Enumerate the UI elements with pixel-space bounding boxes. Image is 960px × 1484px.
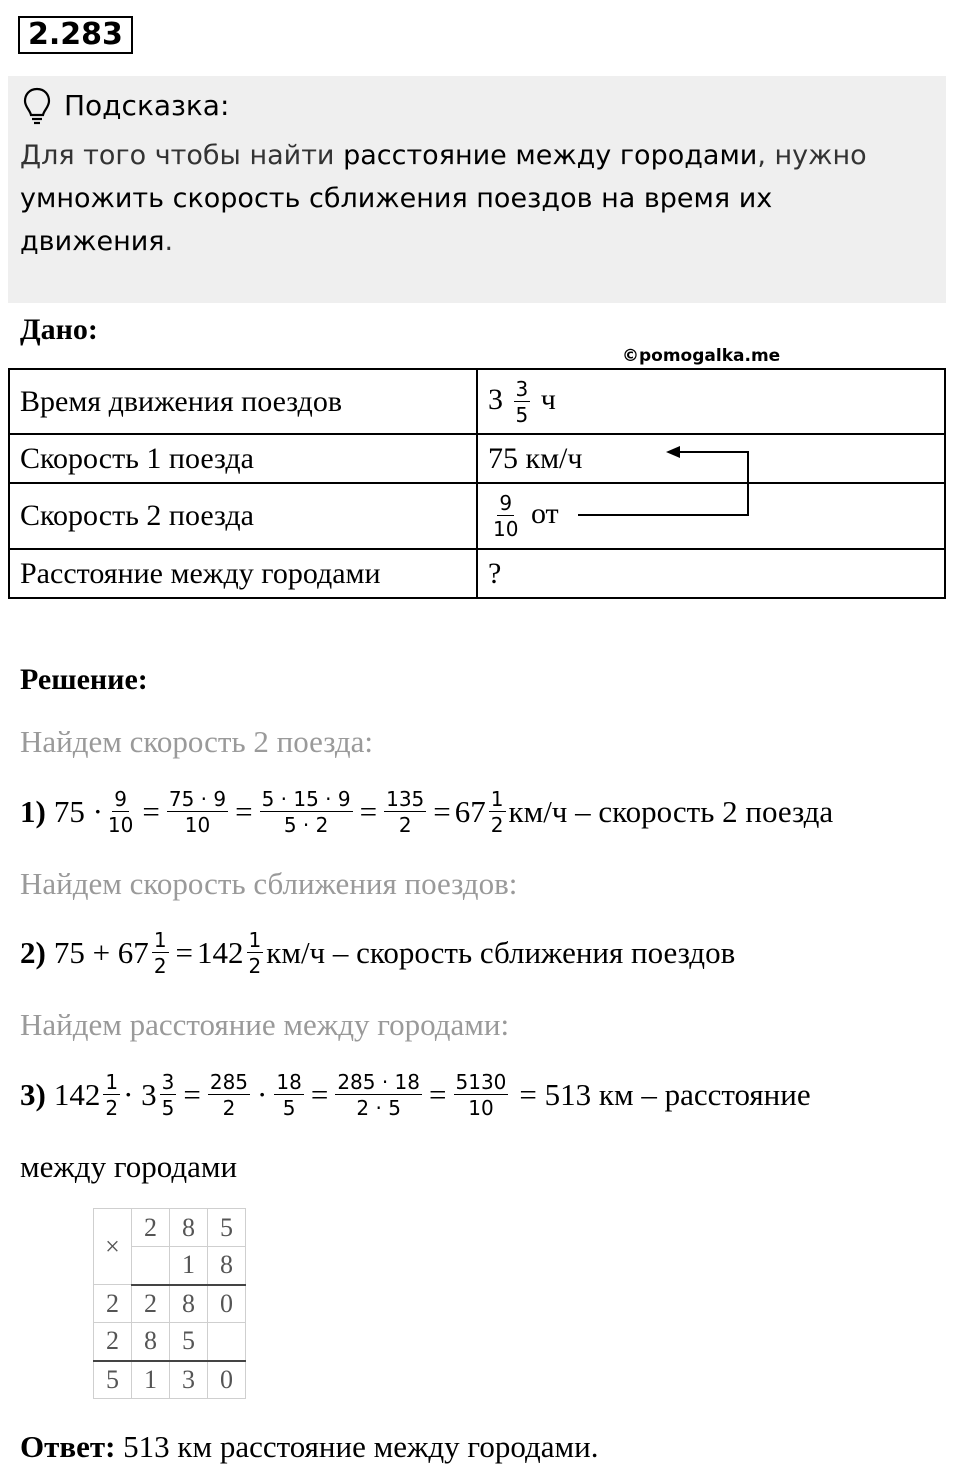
- digit-cell: 0: [208, 1361, 246, 1399]
- given-name: Расстояние между городами: [9, 549, 477, 598]
- given-name: Скорость 1 поезда: [9, 434, 477, 483]
- table-row: [9, 549, 945, 598]
- hint-title: Подсказка:: [64, 89, 230, 122]
- table-row: [94, 1361, 246, 1399]
- step-2-calculation: 2) 75 + 67 $\frac{1}{2}$ = 142 $\frac{1}{2}$ км/ч – скорость сближения поездов: [20, 928, 736, 978]
- given-label: Дано:: [20, 313, 98, 346]
- digit-cell: 2: [132, 1209, 170, 1247]
- given-value: 3 $\frac{3}{5}$ ч: [477, 369, 945, 434]
- digit-cell: 2: [94, 1285, 132, 1323]
- given-table: [8, 368, 946, 599]
- step-3-calculation: 3) 142 $\frac{1}{2}$ · 3 $\frac{3}{5}$ = $\frac{285}{2}$ · $\frac{18}{5}$ = $\frac{285 \cdot 18}{2 \cdot 5}$ = $\frac{5130}{10}$ = 513 км – расстояние: [20, 1070, 811, 1120]
- solution-label: Решение:: [20, 663, 148, 696]
- given-value: 75 км/ч: [477, 434, 945, 483]
- digit-cell: 5: [94, 1361, 132, 1399]
- step-caption: Найдем скорость сближения поездов:: [20, 866, 518, 901]
- digit-cell: 8: [170, 1285, 208, 1323]
- digit-cell: 8: [132, 1323, 170, 1361]
- step-3-continuation: между городами: [20, 1149, 238, 1184]
- watermark: ©pomogalka.me: [622, 346, 781, 366]
- digit-cell: 8: [208, 1247, 246, 1285]
- digit-cell: 1: [170, 1247, 208, 1285]
- given-name: Время движения поездов: [9, 369, 477, 434]
- digit-cell: 0: [208, 1285, 246, 1323]
- table-row: [9, 434, 945, 483]
- table-row: [94, 1209, 246, 1247]
- given-name: Скорость 2 поезда: [9, 483, 477, 549]
- answer-label: Ответ:: [20, 1429, 116, 1464]
- multiply-sign: ×: [94, 1209, 132, 1285]
- digit-cell: 2: [132, 1285, 170, 1323]
- given-value: ?: [477, 549, 945, 598]
- digit-cell: 5: [208, 1209, 246, 1247]
- digit-cell: [132, 1247, 170, 1285]
- digit-cell: 2: [94, 1323, 132, 1361]
- given-value: $\frac{9}{10}$ от: [477, 483, 945, 549]
- digit-cell: 5: [170, 1323, 208, 1361]
- fraction: $\frac{9}{10}$: [493, 491, 519, 541]
- column-multiplication: [93, 1208, 246, 1399]
- step-caption: Найдем скорость 2 поезда:: [20, 724, 374, 759]
- task-number: 2.283: [18, 16, 133, 54]
- answer-text: 513 км расстояние между городами.: [115, 1429, 599, 1464]
- fraction: $\frac{3}{5}$: [515, 376, 529, 427]
- hint-text: Для того чтобы найти расстояние между городами, нужно умножить скорость сближения поездов на время их движения.: [20, 140, 867, 257]
- digit-cell: 3: [170, 1361, 208, 1399]
- table-row: [9, 483, 945, 549]
- digit-cell: 8: [170, 1209, 208, 1247]
- reference-arrow: [560, 440, 760, 530]
- step-1-calculation: 1) 75 · $\frac{9}{10}$ = $\frac{75 \cdot 9}{10}$ = $\frac{5 \cdot 15 \cdot 9}{5 \cdot 2}$ = $\frac{135}{2}$ = 67 $\frac{1}{2}$ км/ч – скорость 2 поезда: [20, 787, 834, 837]
- digit-cell: 1: [132, 1361, 170, 1399]
- step-caption: Найдем расстояние между городами:: [20, 1007, 510, 1042]
- table-row: [94, 1323, 246, 1361]
- table-row: [94, 1285, 246, 1323]
- digit-cell: [208, 1323, 246, 1361]
- lightbulb-icon: [22, 86, 52, 126]
- answer: [20, 1428, 598, 1466]
- table-row: [9, 369, 945, 434]
